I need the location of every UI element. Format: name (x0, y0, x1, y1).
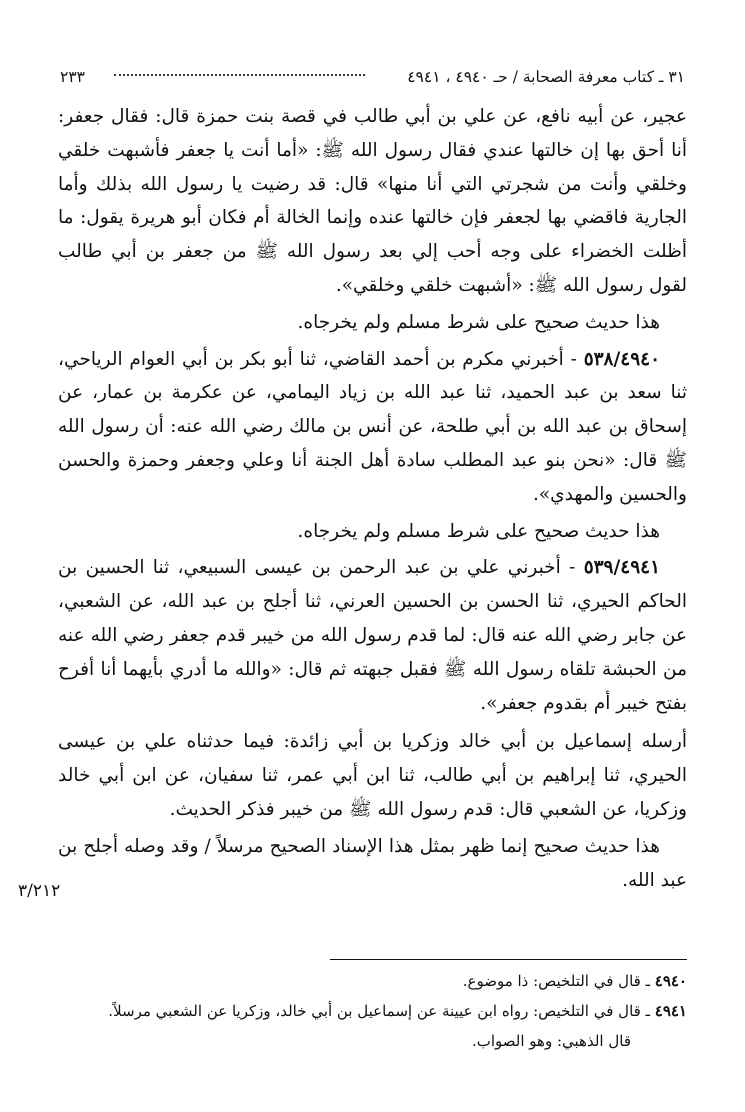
footnote-number: ٤٩٤٠ (654, 972, 687, 990)
footnote-4941-continued (58, 1026, 687, 1056)
page-number: ٢٣٣ (60, 68, 85, 86)
main-text (58, 100, 687, 897)
header-dotted-leader (114, 74, 365, 76)
hadith-4940-text: - أخبرني مكرم بن أحمد القاضي، ثنا أبو بكر بن أبي العوام الرياحي، ثنا سعد بن عبد الحميد، ثنا عبد الله بن زياد اليمامي، عن عكرمة بن عمار، عن إسحاق بن عبد الله بن أبي طلحة، عن أنس بن مالك رضي الله عنه: أن رسول الله ﷺ قال: «نحن بنو عبد المطلب سادة أهل الجنة أنا وعلي وجعفر وحمزة والحسن والحسين والمهدي». (58, 348, 687, 505)
hadith-4941-number: ٥٣٩/٤٩٤١ (583, 557, 660, 579)
mursal-paragraph: أرسله إسماعيل بن أبي خالد وزكريا بن أبي زائدة: فيما حدثناه علي بن عيسى الحيري، ثنا إبراهيم بن أبي طالب، ثنا ابن أبي عمر، ثنا سفيان، عن ابن أبي خالد وزكريا، عن الشعبي قال: قدم رسول الله ﷺ من خيبر فذكر الحديث. (58, 731, 687, 820)
footnote-text: ـ قال في التلخيص: ذا موضوع. (462, 972, 655, 990)
footnotes (58, 966, 687, 1056)
verdict-1: هذا حديث صحيح على شرط مسلم ولم يخرجاه. (297, 311, 660, 333)
hadith-4941 (58, 551, 687, 720)
hadith-4940-number: ٥٣٨/٤٩٤٠ (583, 348, 660, 370)
header-title: ٣١ ـ كتاب معرفة الصحابة / حـ ٤٩٤٠ ، ٤٩٤١ (407, 68, 685, 86)
footnote-4940 (58, 966, 687, 996)
footnote-4941 (58, 996, 687, 1026)
footnote-separator (330, 959, 687, 960)
footnote-text: قال الذهبي: وهو الصواب. (471, 1032, 631, 1050)
hadith-4940 (58, 343, 687, 512)
footnote-text: ـ قال في التلخيص: رواه ابن عيينة عن إسماعيل بن أبي خالد، وزكريا عن الشعبي مرسلاً. (108, 1002, 655, 1020)
footnote-number: ٤٩٤١ (654, 1002, 687, 1020)
running-header (60, 64, 685, 90)
verdict-3: هذا حديث صحيح إنما ظهر بمثل هذا الإسناد الصحيح مرسلاً / وقد وصله أجلح بن عبد الله. (58, 835, 687, 891)
hadith-4941-text: - أخبرني علي بن عبد الرحمن بن عيسى السبيعي، ثنا الحسين بن الحاكم الحيري، ثنا الحسن بن الحسين العرني، ثنا أجلح بن عبد الله، عن الشعبي، عن جابر رضي الله عنه قال: لما قدم رسول الله من خيبر قدم جعفر رضي الله عنه من الحبشة تلقاه رسول الله ﷺ فقبل جبهته ثم قال: «والله ما أدري بأيهما أنا أفرح بفتح خيبر أم بقدوم جعفر». (58, 557, 687, 714)
verdict-2: هذا حديث صحيح على شرط مسلم ولم يخرجاه. (297, 520, 660, 542)
continuation-paragraph: عجير، عن أبيه نافع، عن علي بن أبي طالب في قصة بنت حمزة قال: فقال جعفر: أنا أحق بها إن خالتها عندي فقال رسول الله ﷺ: «أما أنت يا جعفر فأشبهت خلقي وخلقي وأنت من شجرتي التي أنا منها» قال: قد رضيت يا رسول الله بذلك وأما الجارية فاقضي بها لجعفر فإن خالتها عنده وإنما الخالة أم فكان أبو هريرة يقول: ما أظلت الخضراء على وجه أحب إلي بعد رسول الله ﷺ من جعفر بن أبي طالب لقول رسول الله ﷺ: «أشبهت خلقي وخلقي». (58, 106, 687, 296)
margin-reference: ٣/٢١٢ (18, 881, 61, 901)
